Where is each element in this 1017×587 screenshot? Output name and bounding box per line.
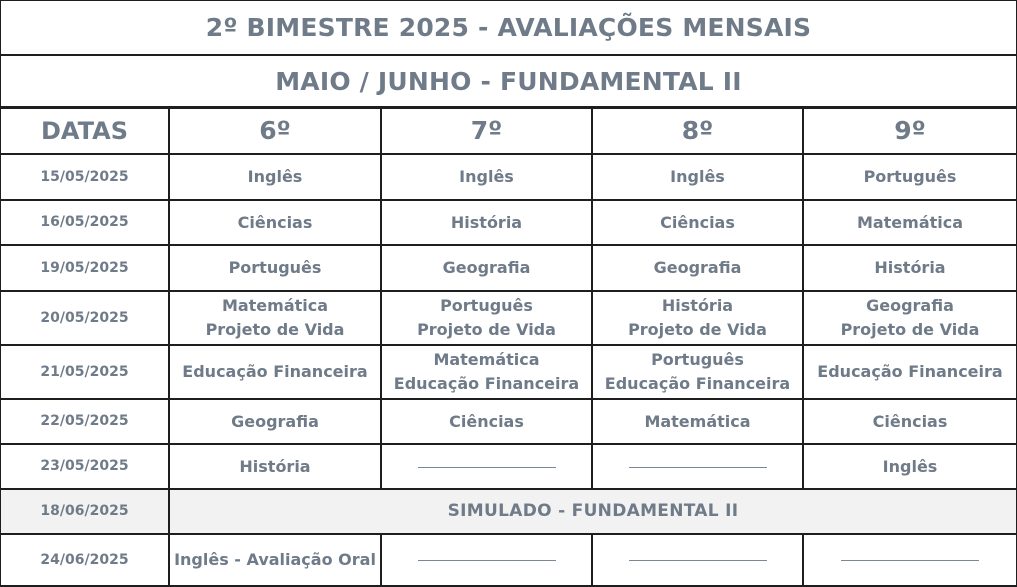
schedule-body <box>1 154 1016 586</box>
date-cell: 20/05/2025 <box>1 291 169 345</box>
subject-label: Ciências <box>449 411 524 431</box>
date-cell: 15/05/2025 <box>1 154 169 200</box>
table-row <box>1 200 1016 245</box>
subject-cell <box>803 245 1016 291</box>
table-row <box>1 444 1016 489</box>
subject-cell <box>169 154 381 200</box>
table-row <box>1 291 1016 345</box>
subject-label: Projeto de Vida <box>417 320 556 339</box>
date-cell: 22/05/2025 <box>1 399 169 444</box>
subject-label: Projeto de Vida <box>205 320 345 339</box>
subject-label: Educação Financeira <box>393 374 580 393</box>
date-cell: 18/06/2025 <box>1 489 169 534</box>
subject-label: Projeto de Vida <box>628 320 767 339</box>
subject-label: Inglês <box>459 167 514 186</box>
subject-cell <box>592 444 803 489</box>
simulado-row <box>1 489 1016 534</box>
subject-label: História <box>874 258 946 277</box>
subject-cell <box>169 399 381 444</box>
subject-cell <box>803 399 1016 444</box>
subject-label: Ciências <box>660 212 735 232</box>
subject-cell <box>381 345 592 399</box>
subject-cell <box>592 154 803 200</box>
subject-cell <box>169 291 381 345</box>
page-title: 2º BIMESTRE 2025 - AVALIAÇÕES MENSAIS <box>1 1 1016 56</box>
subject-cell <box>169 534 381 586</box>
subject-label: Geografia <box>442 258 531 277</box>
subject-cell <box>592 291 803 345</box>
subject-label: Ciências <box>237 212 313 232</box>
header-row <box>1 108 1016 154</box>
empty-dash <box>418 560 556 561</box>
subject-cell <box>592 245 803 291</box>
subject-label: História <box>239 456 311 476</box>
subject-cell <box>803 345 1016 399</box>
subject-label: Educação Financeira <box>817 362 1003 381</box>
subject-cell <box>803 444 1016 489</box>
subject-label: Português <box>440 296 533 315</box>
subject-cell <box>169 200 381 245</box>
subject-cell <box>592 345 803 399</box>
subject-cell <box>803 200 1016 245</box>
subject-label: Matemática <box>644 411 751 431</box>
subject-label: Educação Financeira <box>182 362 368 381</box>
subject-cell <box>381 245 592 291</box>
subject-label: Projeto de Vida <box>840 320 980 339</box>
table-row <box>1 245 1016 291</box>
table-row <box>1 345 1016 399</box>
subject-cell <box>169 444 381 489</box>
header-grade-9: 9º <box>803 108 1016 154</box>
subject-cell <box>381 200 592 245</box>
empty-dash <box>841 560 979 561</box>
subject-label: Inglês <box>247 167 303 186</box>
page-subtitle: MAIO / JUNHO - FUNDAMENTAL II <box>1 56 1016 108</box>
subject-label: Português <box>228 258 322 277</box>
subject-label: Matemática <box>221 296 329 315</box>
subject-label: Geografia <box>231 411 319 431</box>
subject-label: Matemática <box>856 212 964 232</box>
subject-cell <box>803 291 1016 345</box>
subject-cell <box>169 345 381 399</box>
subject-label: História <box>661 296 734 315</box>
subject-label: Geografia <box>866 296 954 315</box>
subject-label: Inglês - Avaliação Oral <box>174 550 376 569</box>
empty-dash <box>629 560 767 561</box>
date-cell: 23/05/2025 <box>1 444 169 489</box>
subject-label: Geografia <box>653 258 742 277</box>
subject-label: História <box>450 212 523 232</box>
subject-label: Educação Financeira <box>604 374 791 393</box>
header-grade-7: 7º <box>381 108 592 154</box>
table-row <box>1 399 1016 444</box>
subject-cell <box>381 154 592 200</box>
empty-dash <box>418 467 556 468</box>
subject-label: Matemática <box>433 350 540 369</box>
table-row <box>1 154 1016 200</box>
simulado-label: SIMULADO - FUNDAMENTAL II <box>169 489 1016 534</box>
table-row <box>1 534 1016 586</box>
header-grade-6: 6º <box>169 108 381 154</box>
date-cell: 24/06/2025 <box>1 534 169 586</box>
schedule-table <box>1 107 1016 587</box>
date-cell: 21/05/2025 <box>1 345 169 399</box>
subject-label: Português <box>651 350 744 369</box>
subject-cell <box>592 534 803 586</box>
subject-cell <box>803 154 1016 200</box>
subject-cell <box>381 291 592 345</box>
subject-cell <box>381 399 592 444</box>
subject-cell <box>381 534 592 586</box>
subject-label: Português <box>863 167 957 186</box>
header-grade-8: 8º <box>592 108 803 154</box>
subject-label: Ciências <box>872 411 948 431</box>
header-datas: DATAS <box>1 108 169 154</box>
subject-label: Inglês <box>670 167 725 186</box>
date-cell: 19/05/2025 <box>1 245 169 291</box>
subject-cell <box>803 534 1016 586</box>
subject-label: Inglês <box>882 456 938 476</box>
date-cell: 16/05/2025 <box>1 200 169 245</box>
empty-dash <box>629 467 767 468</box>
subject-cell <box>592 399 803 444</box>
subject-cell <box>592 200 803 245</box>
subject-cell <box>381 444 592 489</box>
subject-cell <box>169 245 381 291</box>
